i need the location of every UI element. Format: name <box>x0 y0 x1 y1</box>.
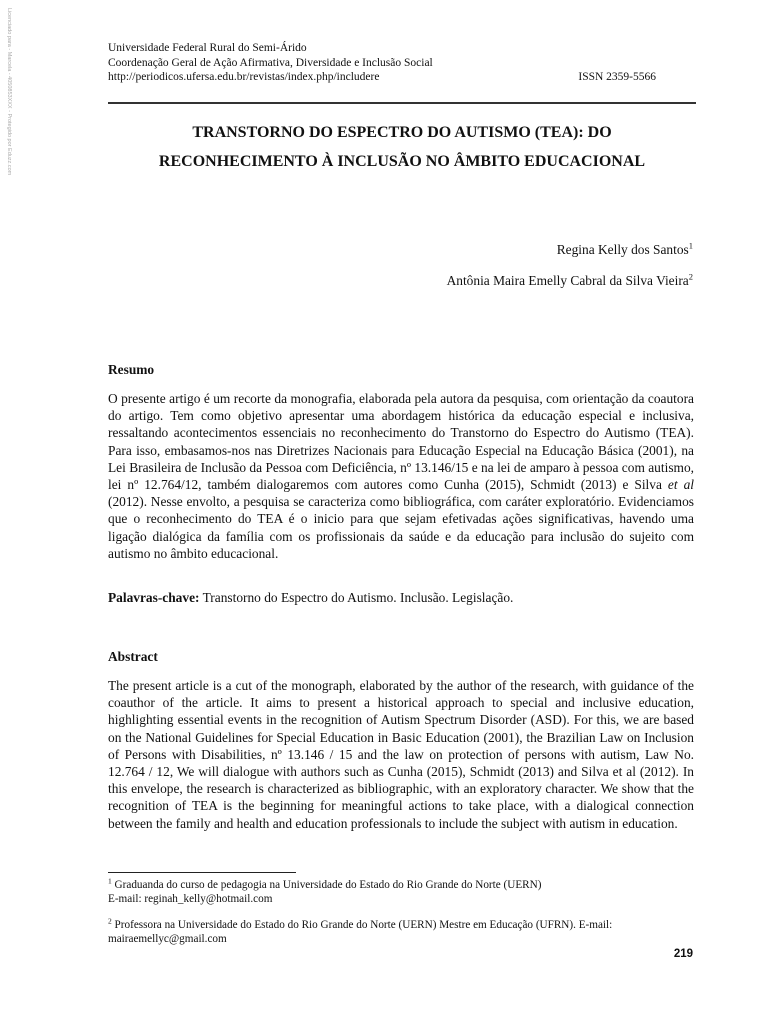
resumo-text: O presente artigo é um recorte da monografia, elaborada pela autora da pesquisa, com orientação da coautora do artigo. Tem como objetivo apresentar uma abordagem histórica da educação especial e inclusiva, ressaltando acontecimentos essenciais no reconhecimento do Transtorno do Espectro do Autismo (TEA). Para isso, embasamos-nos nas Diretrizes Nacionais para Educação Especial na Educação Básica (2001), na Lei Brasileira de Inclusão da Pessoa com Deficiência, nº 13.146/15 e na lei de amparo à pessoa com autismo, lei nº 12.764/12, também dialogaremos com autores como Cunha (2015), Schmidt (2013) e Silva <box>108 391 694 493</box>
footnote-email[interactable]: mairaemellyc@gmail.com <box>108 933 227 945</box>
resumo-text-cont: (2012). Nesse envolto, a pesquisa se caracteriza como bibliográfica, com caráter exploratório. Evidenciamos que o reconhecimento do TEA é o inicio para que sejam efetivadas ações significativas, havendo uma ligação dialógica da família com os profissionais da saúde e da educação para inclusão do sujeito com autismo no âmbito educacional. <box>108 494 694 561</box>
title-line-1: TRANSTORNO DO ESPECTRO DO AUTISMO (TEA): DO <box>192 124 612 141</box>
journal-header <box>108 41 696 85</box>
header-url[interactable]: http://periodicos.ufersa.edu.br/revistas/index.php/includere <box>108 71 380 83</box>
author-2 <box>447 265 693 296</box>
article-title <box>108 118 696 176</box>
header-divider <box>108 102 696 104</box>
author-footnote-mark[interactable]: 2 <box>688 271 693 282</box>
footnote-text: Professora na Universidade do Estado do Rio Grande do Norte (UERN) Mestre em Educação (UFRN). E-mail: <box>114 919 613 931</box>
author-name: Regina Kelly dos Santos <box>556 242 689 257</box>
author-list <box>447 234 693 296</box>
footnote-1 <box>108 878 698 906</box>
keywords-label: Palavras-chave: <box>108 590 200 605</box>
footnote-mark: 1 <box>108 876 112 886</box>
resumo-italic: et al <box>667 477 694 493</box>
footnote-divider <box>108 872 296 873</box>
author-name: Antônia Maira Emelly Cabral da Silva Vieira <box>446 273 689 288</box>
footnote-text: Graduanda do curso de pedagogia na Universidade do Estado do Rio Grande do Norte (UERN) <box>114 879 542 891</box>
title-line-2: RECONHECIMENTO À INCLUSÃO NO ÂMBITO EDUCACIONAL <box>158 153 646 170</box>
keywords-text: Transtorno do Espectro do Autismo. Inclusão. Legislação. <box>202 590 514 605</box>
resumo-heading: Resumo <box>108 362 155 377</box>
author-1 <box>447 234 693 265</box>
watermark: Licenciado para - Marcela - 4050853XXX - Protegido por Eduzz.com <box>6 8 12 176</box>
header-coordination: Coordenação Geral de Ação Afirmativa, Diversidade e Inclusão Social <box>108 56 433 69</box>
header-issn: ISSN 2359-5566 <box>578 71 656 83</box>
abstract-heading: Abstract <box>108 649 158 664</box>
author-footnote-mark[interactable]: 1 <box>688 240 693 251</box>
keywords <box>108 590 513 606</box>
footnote-email[interactable]: E-mail: reginah_kelly@hotmail.com <box>108 893 273 905</box>
page-number: 219 <box>673 948 693 960</box>
footnote-mark: 2 <box>108 916 112 926</box>
header-university: Universidade Federal Rural do Semi-Árido <box>108 42 307 54</box>
resumo-body <box>108 390 694 562</box>
abstract-body: The present article is a cut of the monograph, elaborated by the author of the research, with guidance of the coauthor of the article. It aims to present a historical approach to special and inclusive education, highlighting essential events in the recognition of Autism Spectrum Disorder (ASD). For this, we are based on the National Guidelines for Special Education in Basic Education (2001), the Brazilian Law on Inclusion of Persons with Disabilities, nº 13.146 / 15 and the law on protection of persons with autism, Law No. 12.764 / 12, We will dialogue with authors such as Cunha (2015), Schmidt (2013) and Silva et al (2012). In this envelope, the research is characterized as bibliographic, with an exploratory character. We show that the recognition of TEA is the beginning for meaningful actions to take place, with a dialogical connection between the family and health and education professionals to include the subject with autism in education. <box>108 678 694 831</box>
footnote-2 <box>108 918 698 946</box>
